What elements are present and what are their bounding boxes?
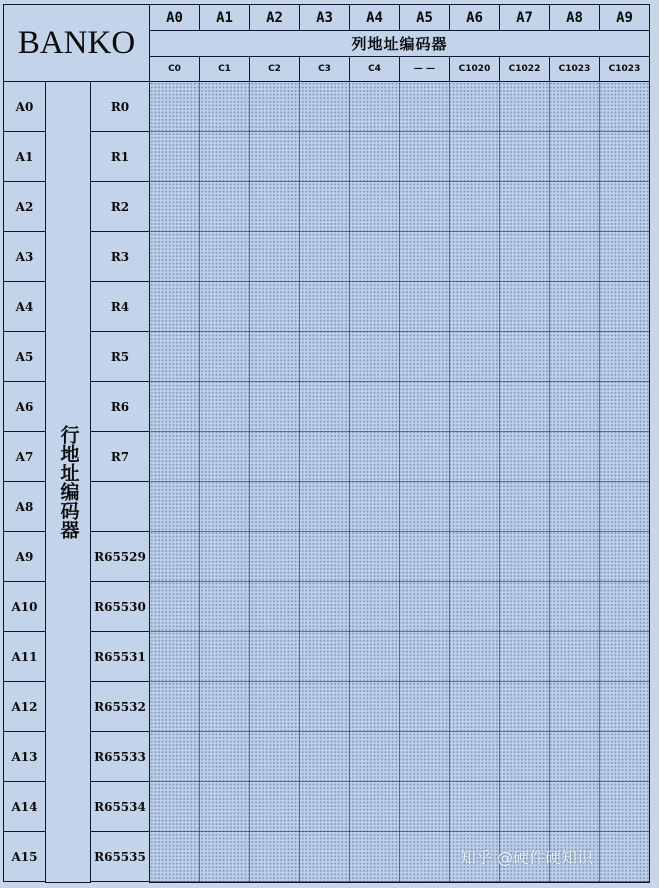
row-code (90, 481, 150, 532)
row-code: R65531 (90, 631, 150, 682)
row-pin: A7 (3, 431, 46, 482)
column-code: C1023 (599, 56, 650, 82)
row-code: R0 (90, 81, 150, 132)
column-pin: A7 (499, 4, 550, 31)
column-pin: A4 (349, 4, 400, 31)
watermark: 知乎 @硬件硬知识 (459, 848, 593, 867)
column-pin: A9 (599, 4, 650, 31)
column-pin: A8 (549, 4, 600, 31)
column-pin: A6 (449, 4, 500, 31)
row-pin: A2 (3, 181, 46, 232)
column-code: C0 (149, 56, 200, 82)
row-pin: A4 (3, 281, 46, 332)
row-pin: A10 (3, 581, 46, 632)
column-code: — — (399, 56, 450, 82)
column-pin: A2 (249, 4, 300, 31)
row-pin: A1 (3, 131, 46, 182)
row-code: R65533 (90, 731, 150, 782)
row-code: R5 (90, 331, 150, 382)
row-code: R1 (90, 131, 150, 182)
row-code: R65530 (90, 581, 150, 632)
column-code: C1 (199, 56, 250, 82)
row-pin: A13 (3, 731, 46, 782)
row-code: R65534 (90, 781, 150, 832)
row-code: R4 (90, 281, 150, 332)
row-code: R65529 (90, 531, 150, 582)
row-code: R65532 (90, 681, 150, 732)
row-code: R6 (90, 381, 150, 432)
row-pin: A3 (3, 231, 46, 282)
column-pin: A0 (149, 4, 200, 31)
column-code: C4 (349, 56, 400, 82)
row-pin: A6 (3, 381, 46, 432)
row-code: R3 (90, 231, 150, 282)
row-pin: A8 (3, 481, 46, 532)
column-code: C2 (249, 56, 300, 82)
row-code: R65535 (90, 831, 150, 882)
row-code: R7 (90, 431, 150, 482)
column-code: C1023 (549, 56, 600, 82)
row-pin: A5 (3, 331, 46, 382)
column-decoder-title: 列地址编码器 (149, 30, 650, 57)
row-pin: A0 (3, 81, 46, 132)
column-code: C1020 (449, 56, 500, 82)
row-pin: A12 (3, 681, 46, 732)
row-pin: A9 (3, 531, 46, 582)
row-pin: A11 (3, 631, 46, 682)
memory-cell-grid (149, 81, 650, 883)
column-code: C1022 (499, 56, 550, 82)
bank-label: BANKO (3, 4, 150, 82)
row-decoder-title: 行地址编码器 (45, 81, 91, 883)
column-pin: A3 (299, 4, 350, 31)
column-code: C3 (299, 56, 350, 82)
column-pin: A5 (399, 4, 450, 31)
row-code: R2 (90, 181, 150, 232)
row-pin: A15 (3, 831, 46, 882)
row-pin: A14 (3, 781, 46, 832)
column-pin: A1 (199, 4, 250, 31)
